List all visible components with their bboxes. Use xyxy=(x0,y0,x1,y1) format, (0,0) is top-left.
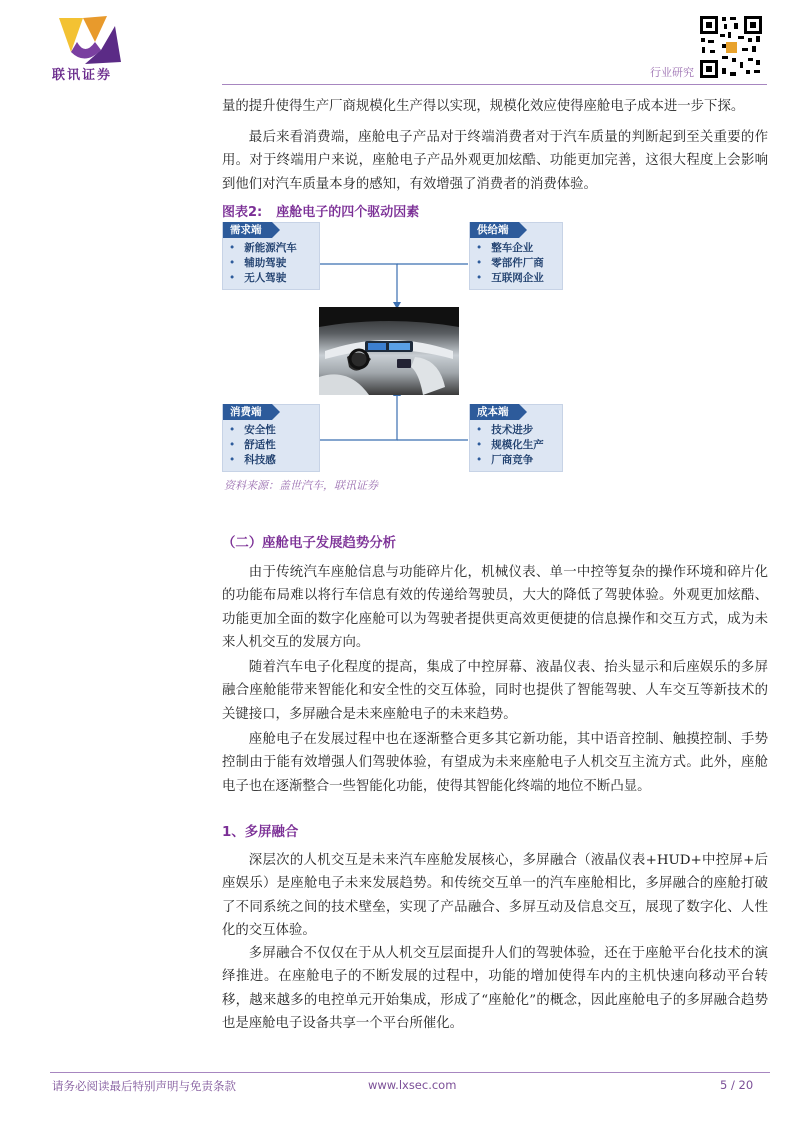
section-heading: （二）座舱电子发展趋势分析 xyxy=(222,536,397,551)
demand-box-title: 需求端 xyxy=(223,222,272,238)
paragraph: 最后来看消费端，座舱电子产品对于终端消费者对于汽车质量的判断起到至关重要的作用。对于终端用户来说，座舱电子产品外观更加炫酷、功能更加完善，这很大程度上会影响到他们对汽车质量本身的感知，有效增强了消费者的消费体验。 xyxy=(222,130,768,192)
figure-label: 图表2: xyxy=(222,205,263,220)
qr-code xyxy=(698,14,764,80)
company-logo xyxy=(55,12,125,72)
list-item: • 技术进步 xyxy=(476,424,534,436)
list-item: • 辅助驾驶 xyxy=(229,257,287,269)
paragraph: 随着汽车电子化程度的提高，集成了中控屏幕、液晶仪表、抬头显示和后座娱乐的多屏融合座舱能带来智能化和安全性的交互体验，同时也提供了智能驾驶、人车交互等新技术的关键接口，多屏融合是未来座舱电子的未来趋势。 xyxy=(222,660,768,722)
consumer-box xyxy=(222,404,320,472)
paragraph: 深层次的人机交互是未来汽车座舱发展核心，多屏融合（液晶仪表+HUD+中控屏+后座娱乐）是座舱电子未来发展趋势。和传统交互单一的汽车座舱相比，多屏融合的座舱打破了不同系统之间的技术壁垒，实现了产品融合、多屏互动及信息交互，展现了数字化、人性化的交互体验。 xyxy=(222,853,768,938)
paragraph: 由于传统汽车座舱信息与功能碎片化，机械仪表、单一中控等复杂的操作环境和碎片化的功能布局难以将行车信息有效的传递给驾驶员，大大的降低了驾驶体验。外观更加炫酷、功能更加全面的数字化座舱可以为驾驶者提供更高效更便捷的信息操作和交互方式，成为未来人机交互的发展方向。 xyxy=(222,565,768,650)
list-item: • 整车企业 xyxy=(476,242,534,254)
footer-divider xyxy=(50,1072,770,1073)
list-item: • 零部件厂商 xyxy=(476,257,544,269)
page-number: 5 / 20 xyxy=(720,1078,754,1092)
list-item: • 科技感 xyxy=(229,454,276,466)
logo-text: 联讯证券 xyxy=(52,68,113,83)
demand-box xyxy=(222,222,320,290)
supply-box xyxy=(469,222,563,290)
cockpit-image xyxy=(319,307,459,395)
website-link[interactable]: www.lxsec.com xyxy=(368,1078,457,1092)
subsection-heading: 1、多屏融合 xyxy=(222,825,299,840)
supply-box-title: 供给端 xyxy=(470,222,519,238)
disclaimer-link[interactable]: 请务必阅读最后特别声明与免责条款 xyxy=(52,1079,236,1093)
consumer-box-title: 消费端 xyxy=(223,404,272,420)
list-item: • 安全性 xyxy=(229,424,276,436)
figure-caption: 座舱电子的四个驱动因素 xyxy=(276,205,420,220)
list-item: • 互联网企业 xyxy=(476,272,544,284)
list-item: • 舒适性 xyxy=(229,439,276,451)
list-item: • 规模化生产 xyxy=(476,439,544,451)
figure-source: 资料来源：盖世汽车，联讯证券 xyxy=(224,479,378,492)
cost-box xyxy=(469,404,563,472)
header-divider xyxy=(222,84,767,85)
list-item: • 无人驾驶 xyxy=(229,272,287,284)
cost-box-title: 成本端 xyxy=(470,404,519,420)
figure-title xyxy=(222,201,419,220)
paragraph: 多屏融合不仅仅在于从人机交互层面提升人们的驾驶体验，还在于座舱平台化技术的演绎推进。在座舱电子的不断发展的过程中，功能的增加使得车内的主机快速向移动平台转移，越来越多的电控单元开始集成，形成了“座舱化”的概念，因此座舱电子的多屏融合趋势也是座舱电子设备共享一个平台所催化。 xyxy=(222,946,768,1031)
list-item: • 新能源汽车 xyxy=(229,242,297,254)
section-label: 行业研究 xyxy=(650,66,694,79)
list-item: • 厂商竞争 xyxy=(476,454,534,466)
paragraph: 量的提升使得生产厂商规模化生产得以实现，规模化效应使得座舱电子成本进一步下探。 xyxy=(222,99,745,114)
paragraph: 座舱电子在发展过程中也在逐渐整合更多其它新功能，其中语音控制、触摸控制、手势控制由于能有效增强人们驾驶体验，有望成为未来座舱电子人机交互主流方式。此外，座舱电子也在逐渐整合一些智能化功能，使得其智能化终端的地位不断凸显。 xyxy=(222,732,768,794)
